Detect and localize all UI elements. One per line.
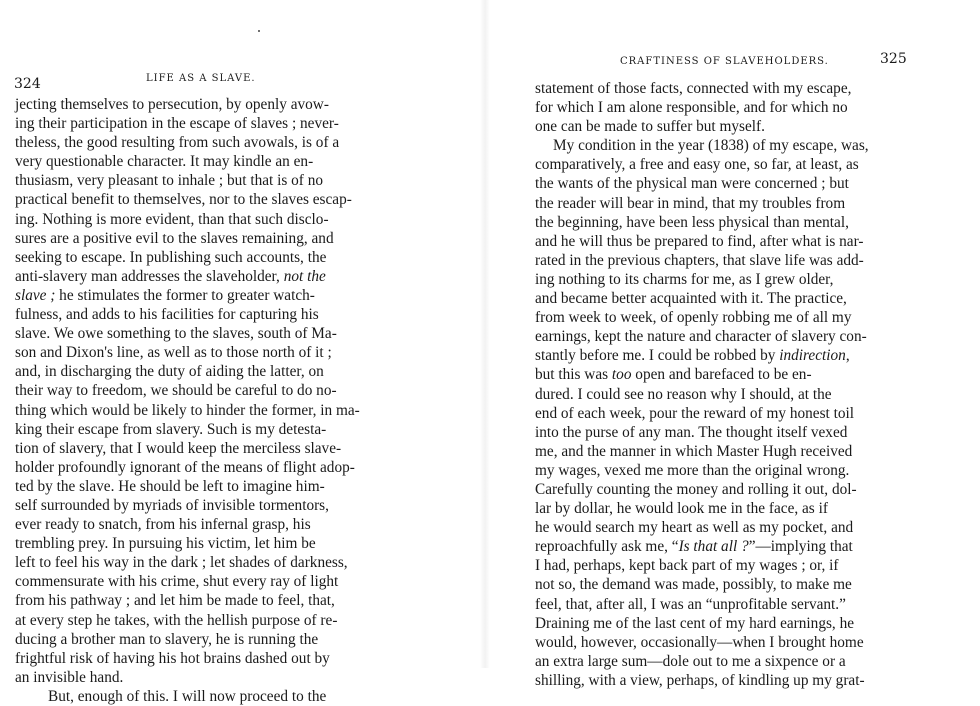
right-page	[490, 0, 980, 689]
text-line: I had, perhaps, kept back part of my wages ; or, if	[535, 557, 839, 575]
text-line: ing their participation in the escape of slaves ; never-	[15, 115, 339, 133]
text-line	[535, 537, 910, 556]
text-line: dured. I could see no reason why I should, at the	[535, 385, 832, 403]
text-fragment: he stimulates the former to greater watch-	[55, 286, 315, 304]
text-line: and, in discharging the duty of aiding the latter, on	[15, 363, 324, 381]
text-line: Draining me of the last cent of my hard earnings, he	[535, 614, 855, 632]
text-line: my wages, vexed me more than the original wrong.	[535, 461, 850, 479]
text-line: into the purse of any man. The thought itself vexed	[535, 423, 848, 441]
running-head: CRAFTINESS OF SLAVEHOLDERS.	[620, 56, 829, 67]
text-line: slave. We owe something to the slaves, south of Ma-	[15, 325, 337, 343]
text-line: holder profoundly ignorant of the means of flight adop-	[15, 458, 355, 476]
text-line: earnings, kept the nature and character of slavery con-	[535, 328, 867, 346]
text-fragment: ,	[845, 347, 850, 365]
text-line: an extra large sum—dole out to me a sixpence or a	[535, 652, 846, 670]
text-line: the reader will bear in mind, that my troubles from	[535, 194, 846, 212]
text-line: practical benefit to themselves, nor to the slaves escap-	[15, 191, 352, 209]
text-line: the wants of the physical man were concerned ; but	[535, 175, 849, 193]
text-fragment: anti-slavery man addresses the slaveholder,	[15, 267, 284, 285]
text-line: ing. Nothing is more evident, than that such disclo-	[15, 210, 329, 228]
text-line: and became better acquainted with it. The practice,	[535, 290, 847, 308]
text-line: he would search my heart as well as my pocket, and	[535, 519, 854, 537]
text-line: theless, the good resulting from such avowals, is of a	[15, 134, 340, 152]
italic-fragment: slave ;	[15, 286, 56, 304]
text-line: thusiasm, very pleasant to inhale ; but that is of no	[15, 172, 324, 190]
text-line: My condition in the year (1838) of my escape, was,	[553, 137, 869, 155]
text-line: from his pathway ; and let him be made to feel, that,	[15, 592, 335, 610]
text-line: an invisible hand.	[15, 668, 124, 686]
text-line	[535, 346, 910, 365]
text-line: shilling, with a view, perhaps, of kindling up my grat-	[535, 671, 865, 689]
text-line: rated in the previous chapters, that slave life was add-	[535, 251, 864, 269]
text-line: feel, that, after all, I was an “unprofitable servant.”	[535, 595, 846, 613]
text-line: ever ready to snatch, from his infernal grasp, his	[15, 516, 311, 534]
text-line: lar by dollar, he would look me in the face, as if	[535, 500, 828, 518]
page-number: 325	[880, 51, 907, 67]
text-line: very questionable character. It may kindle an en-	[15, 153, 314, 171]
text-line: sures are a positive evil to the slaves remaining, and	[15, 229, 334, 247]
text-line: one can be made to suffer but myself.	[535, 118, 765, 136]
text-line: ducing a brother man to slavery, he is running the	[15, 630, 319, 648]
text-line: end of each week, pour the reward of my honest toil	[535, 404, 855, 422]
text-line: not so, the demand was made, possibly, to make me	[535, 576, 852, 594]
text-line: Carefully counting the money and rolling it out, dol-	[535, 480, 857, 498]
italic-fragment: too	[611, 366, 632, 384]
page-number: 324	[14, 76, 41, 92]
text-line: for which I am alone responsible, and for which no	[535, 99, 848, 117]
text-line: thing which would be likely to hinder the former, in ma-	[15, 401, 360, 419]
text-fragment: reproachfully ask me, “	[535, 538, 679, 556]
text-line: left to feel his way in the dark ; let shades of darkness,	[15, 554, 348, 572]
text-line: seeking to escape. In publishing such accounts, the	[15, 248, 327, 266]
text-line: comparatively, a free and easy one, so far, at least, as	[535, 156, 859, 174]
text-line: But, enough of this. I will now proceed to the	[48, 687, 327, 705]
text-fragment: open and barefaced to be en-	[631, 366, 812, 384]
text-line: at every step he takes, with the hellish purpose of re-	[15, 611, 338, 629]
text-line: trembling prey. In pursuing his victim, let him be	[15, 535, 316, 553]
left-page	[0, 0, 480, 705]
italic-fragment: indirection	[779, 347, 846, 365]
text-line: jecting themselves to persecution, by openly avow-	[15, 96, 329, 113]
text-line: ted by the slave. He should be left to imagine him-	[15, 477, 325, 495]
text-line: commensurate with his crime, shut every ray of light	[15, 573, 339, 591]
text-line	[15, 267, 410, 286]
body-text	[15, 95, 410, 706]
text-line	[15, 286, 410, 305]
body-text	[535, 79, 910, 690]
text-line: fulness, and adds to his facilities for capturing his	[15, 306, 319, 324]
text-line: self surrounded by myriads of invisible tormentors,	[15, 496, 329, 514]
text-line: ing nothing to its charms for me, as I grew older,	[535, 270, 834, 288]
text-line: frightful risk of having his hot brains dashed out by	[15, 649, 330, 667]
text-fragment: ”—implying that	[748, 538, 853, 556]
text-line: their way to freedom, we should be careful to do no-	[15, 382, 337, 400]
text-line: king their escape from slavery. Such is my detesta-	[15, 420, 327, 438]
text-fragment: but this was	[535, 366, 612, 384]
running-head: LIFE AS A SLAVE.	[146, 73, 256, 84]
text-line: from week to week, of openly robbing me of all my	[535, 309, 852, 327]
text-line: tion of slavery, that I would keep the merciless slave-	[15, 439, 342, 457]
text-line: would, however, occasionally—when I brought home	[535, 633, 864, 651]
text-line: statement of those facts, connected with my escape,	[535, 80, 852, 97]
text-fragment: stantly before me. I could be robbed by	[535, 347, 780, 365]
text-line: me, and the manner in which Master Hugh received	[535, 442, 853, 460]
text-line	[535, 365, 910, 384]
text-line: and he will thus be prepared to find, after what is nar-	[535, 232, 864, 250]
book-gutter	[480, 0, 490, 668]
text-line: the beginning, have been less physical than mental,	[535, 213, 849, 231]
text-line: son and Dixon's line, as well as to those north of it ;	[15, 344, 332, 362]
italic-fragment: Is that all ?	[678, 538, 749, 556]
italic-fragment: not the	[283, 267, 326, 285]
